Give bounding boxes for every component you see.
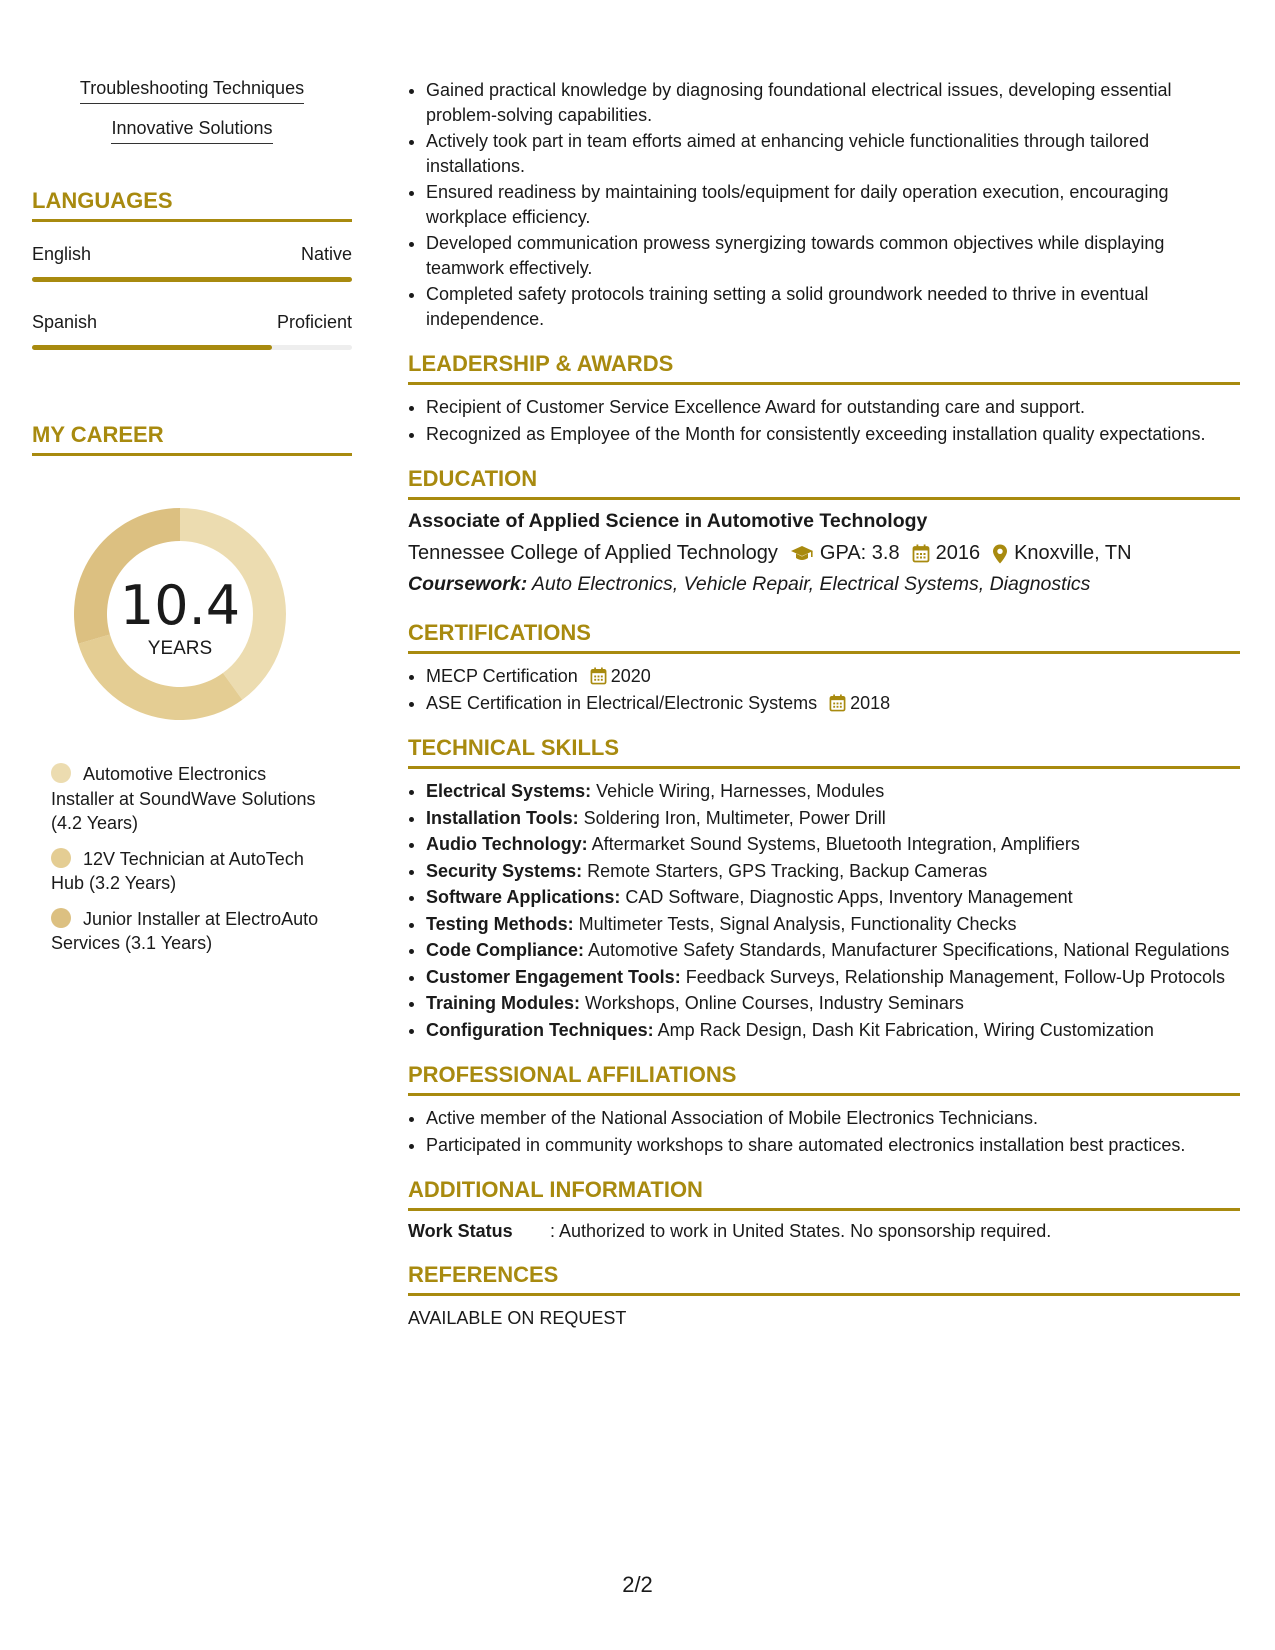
career-total-unit: YEARS (147, 638, 213, 659)
technical-skill-item (426, 779, 1240, 804)
work-status-label: Work Status (408, 1221, 513, 1241)
technical-skill-item (426, 832, 1240, 857)
education-location: Knoxville, TN (1014, 542, 1132, 564)
skill-value: Soldering Iron, Multimeter, Power Drill (578, 807, 886, 828)
location-pin-icon (992, 544, 1008, 564)
language-bar-fill (32, 345, 272, 350)
language-name: Spanish (32, 312, 98, 332)
right-column (408, 78, 1240, 1329)
technical-skills-list (408, 779, 1240, 1042)
technical-skill-item (426, 1018, 1240, 1043)
language-bar-fill (32, 277, 352, 282)
experience-bullet: • Completed safety protocols training setting a solid groundwork needed to thrive in eventual independence. (426, 282, 1240, 331)
career-total-years: 10.4 (119, 574, 241, 637)
certification-item (426, 691, 1240, 716)
coursework-label: Coursework: (408, 573, 528, 595)
career-legend-item (51, 907, 333, 956)
work-status-row (408, 1221, 1240, 1242)
references-heading: REFERENCES (408, 1262, 1240, 1296)
coursework-text: Auto Electronics, Vehicle Repair, Electrical Systems, Diagnostics (527, 573, 1091, 595)
career-legend (32, 762, 352, 956)
language-bar (32, 277, 352, 282)
skill-value: Multimeter Tests, Signal Analysis, Functionality Checks (573, 913, 1017, 934)
skill-value: Amp Rack Design, Dash Kit Fabrication, Wiring Customization (653, 1019, 1154, 1040)
language-item (32, 244, 352, 282)
technical-skill-item (426, 965, 1240, 990)
experience-bullets (408, 78, 1240, 331)
leadership-item: • Recipient of Customer Service Excellence Award for outstanding care and support. (426, 395, 1240, 420)
affiliations-list (408, 1106, 1240, 1157)
additional-info-heading: ADDITIONAL INFORMATION (408, 1177, 1240, 1211)
certification-year: 2020 (610, 666, 651, 686)
certification-item (426, 664, 1240, 689)
career-donut-chart (66, 500, 294, 728)
skill-label: Configuration Techniques: (426, 1019, 654, 1040)
language-level: Proficient (276, 312, 352, 332)
career-legend-label: Junior Installer at ElectroAuto Services (3.1 Years) (51, 908, 319, 953)
experience-bullet: • Developed communication prowess synergizing towards common objectives while displaying teamwork effectively. (426, 231, 1240, 280)
skill-label: Training Modules: (426, 993, 581, 1013)
skill-value: Aftermarket Sound Systems, Bluetooth Integration, Amplifiers (587, 834, 1080, 854)
skill-value: Feedback Surveys, Relationship Management, Follow-Up Protocols (680, 966, 1225, 987)
skill-label: Audio Technology: (426, 834, 588, 854)
experience-bullet: • Actively took part in team efforts aimed at enhancing vehicle functionalities through tailored installations. (426, 129, 1240, 178)
education-school: Tennessee College of Applied Technology (408, 542, 778, 564)
technical-skill-item (426, 991, 1240, 1016)
career-legend-label: 12V Technician at AutoTech Hub (3.2 Years) (51, 848, 304, 893)
technical-skill-item (426, 885, 1240, 910)
language-name: English (32, 244, 92, 264)
experience-bullet: • Ensured readiness by maintaining tools/equipment for daily operation execution, encouraging workplace efficiency. (426, 180, 1240, 229)
calendar-icon (912, 544, 930, 563)
skill-label: Security Systems: (426, 860, 583, 881)
education-heading: EDUCATION (408, 466, 1240, 500)
experience-bullet: • Gained practical knowledge by diagnosing foundational electrical issues, developing essential problem-solving capabilities. (426, 78, 1240, 127)
calendar-icon (829, 694, 846, 712)
references-text: AVAILABLE ON REQUEST (408, 1308, 627, 1328)
leadership-list (408, 395, 1240, 446)
certifications-list (408, 664, 1240, 715)
leadership-item: • Recognized as Employee of the Month for consistently exceeding installation quality expectations. (426, 422, 1240, 447)
legend-dot-icon (51, 848, 71, 868)
skill-label: Installation Tools: (426, 807, 579, 828)
certification-year: 2018 (850, 692, 891, 713)
certifications-heading: CERTIFICATIONS (408, 620, 1240, 654)
page-number: 2/2 (622, 1572, 653, 1597)
career-legend-item (51, 847, 333, 896)
technical-skill-item (426, 859, 1240, 884)
education-details (408, 542, 1240, 565)
skill-label: Code Compliance: (426, 940, 585, 960)
leadership-heading: LEADERSHIP & AWARDS (408, 351, 1240, 385)
education-year: 2016 (935, 542, 981, 564)
graduation-cap-icon (790, 545, 814, 563)
skill-value: Vehicle Wiring, Harnesses, Modules (591, 781, 885, 801)
affiliation-item: • Active member of the National Association of Mobile Electronics Technicians. (426, 1106, 1240, 1131)
technical-skill-item (426, 912, 1240, 937)
language-bar (32, 345, 352, 350)
education-gpa: GPA: 3.8 (819, 542, 900, 564)
career-legend-item (51, 762, 333, 836)
affiliation-item: • Participated in community workshops to share automated electronics installation best practices. (426, 1133, 1240, 1158)
certification-name: • MECP Certification (426, 666, 578, 686)
skill-tag (32, 78, 352, 104)
technical-skill-item (426, 938, 1240, 963)
skill-label: Customer Engagement Tools: (426, 966, 681, 987)
legend-dot-icon (51, 908, 71, 928)
technical-skill-item (426, 806, 1240, 831)
skill-label: Testing Methods: (426, 913, 574, 934)
career-heading: MY CAREER (32, 422, 352, 456)
skill-value: Automotive Safety Standards, Manufacturer Specifications, National Regulations (584, 940, 1230, 960)
legend-dot-icon (51, 763, 71, 783)
skill-label: Software Applications: (426, 887, 621, 907)
skill-tag-text: Innovative Solutions (111, 118, 272, 144)
certification-name: • ASE Certification in Electrical/Electronic Systems (426, 692, 818, 713)
language-item (32, 312, 352, 350)
technical-skills-heading: TECHNICAL SKILLS (408, 735, 1240, 769)
language-level: Native (300, 244, 352, 264)
education-degree: Associate of Applied Science in Automotive Technology (408, 510, 928, 532)
calendar-icon (590, 667, 607, 685)
education-coursework (408, 573, 1240, 596)
affiliations-heading: PROFESSIONAL AFFILIATIONS (408, 1062, 1240, 1096)
skill-value: Workshops, Online Courses, Industry Seminars (580, 993, 964, 1013)
left-column (32, 78, 352, 967)
skill-value: CAD Software, Diagnostic Apps, Inventory Management (620, 887, 1073, 907)
skill-tag-text: Troubleshooting Techniques (80, 78, 304, 104)
career-legend-label: Automotive Electronics Installer at SoundWave Solutions (4.2 Years) (51, 764, 316, 833)
skill-value: Remote Starters, GPS Tracking, Backup Cameras (582, 860, 988, 881)
work-status-value: : Authorized to work in United States. No sponsorship required. (550, 1221, 1052, 1241)
skill-label: Electrical Systems: (426, 781, 592, 801)
languages-heading: LANGUAGES (32, 188, 352, 222)
skill-tag (32, 118, 352, 144)
